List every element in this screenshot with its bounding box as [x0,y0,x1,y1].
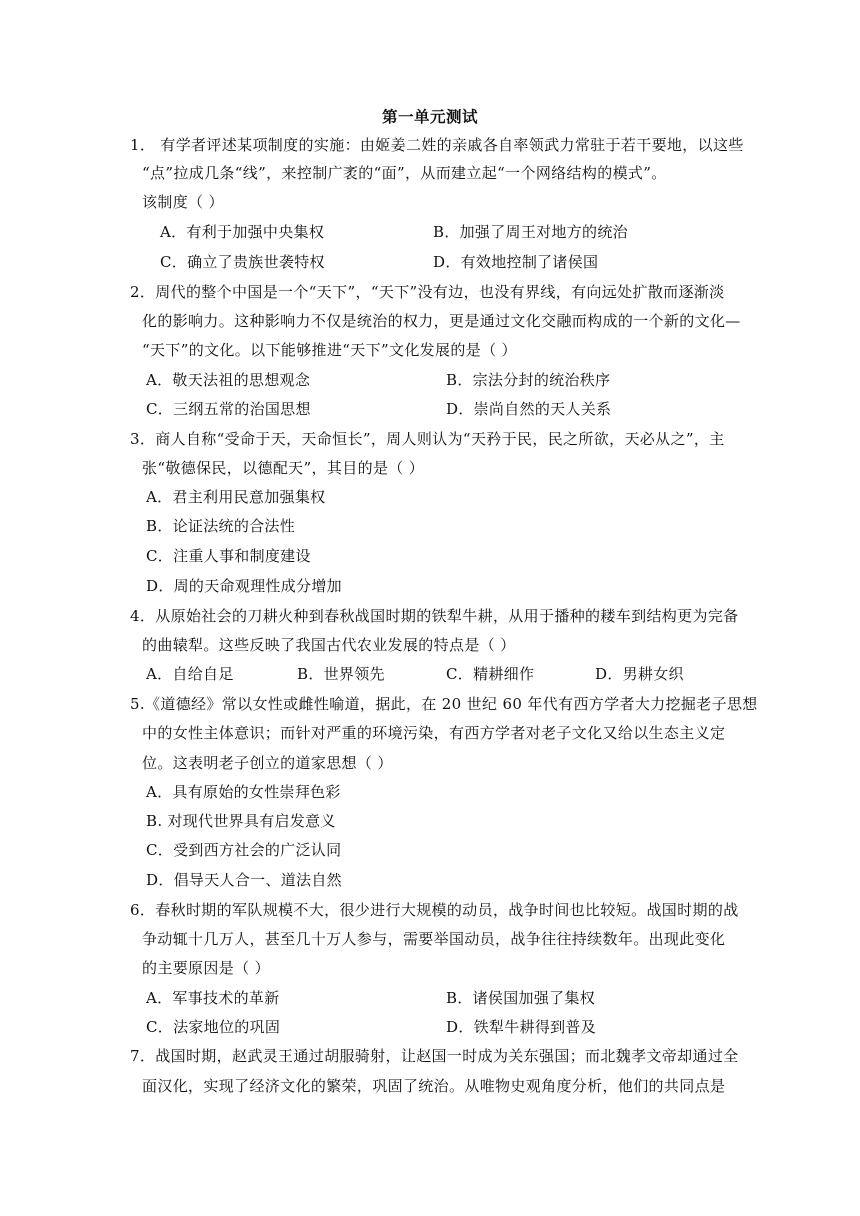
question-1-option-b: B．加强了周王对地方的统治 [433,223,628,241]
question-6-line-3: 的主要原因是（ ） [142,959,270,977]
question-1-option-a: A．有利于加强中央集权 [160,223,325,241]
question-2-option-a: A．敬天法祖的思想观念 [146,371,311,389]
question-5-option-d: D．倡导天人合一、道法自然 [146,871,342,889]
question-4-line-1: 4．从原始社会的刀耕火种到春秋战国时期的铁犁牛耕，从用于播种的耧车到结构更为完备 [130,607,739,625]
question-3-line-1: 3．商人自称“受命于天，天命恒长”，周人则认为“天矜于民，民之所欲，天必从之”，主 [130,430,725,448]
question-3-line-2: 张“敬德保民，以德配天”，其目的是（ ） [142,459,425,477]
question-4-option-a: A．自给自足 [146,665,234,683]
question-5-line-1: 5.《道德经》常以女性或雌性喻道，据此，在 20 世纪 60 年代有西方学者大力挖掘老子思想 [130,695,758,713]
question-1-option-c: C．确立了贵族世袭特权 [160,253,325,271]
question-3-option-a: A．君主利用民意加强集权 [146,488,326,506]
question-6-option-a: A．军事技术的革新 [146,989,280,1007]
question-6-line-2: 争动辄十几万人，甚至几十万人参与，需要举国动员，战争往往持续数年。出现此变化 [142,930,726,948]
question-5-option-c: C．受到西方社会的广泛认同 [146,841,342,859]
question-3-option-b: B．论证法统的合法性 [146,517,296,535]
question-1-option-d: D．有效地控制了诸侯国 [433,253,599,271]
question-3-option-c: C．注重人事和制度建设 [146,547,311,565]
question-2-option-b: B．宗法分封的统治秩序 [446,371,611,389]
question-2-line-2: 化的影响力。这种影响力不仅是统治的权力，更是通过文化交融而构成的一个新的文化— [142,312,741,330]
question-6-option-b: B．诸侯国加强了集权 [446,989,596,1007]
question-5-option-b: B. 对现代世界具有启发意义 [146,812,336,830]
question-7-line-1: 7．战国时期，赵武灵王通过胡服骑射，让赵国一时成为关东强国；而北魏孝文帝却通过全 [130,1047,739,1065]
question-3-option-d: D．周的天命观理性成分增加 [146,577,342,595]
question-4-option-d: D．男耕女织 [595,665,684,683]
question-5-line-2: 中的女性主体意识；而针对严重的环境污染，有西方学者对老子文化又给以生态主义定 [142,724,726,742]
question-5-line-3: 位。这表明老子创立的道家思想（ ） [142,754,393,772]
question-6-option-c: C．法家地位的巩固 [146,1018,281,1036]
question-4-option-b: B．世界领先 [297,665,385,683]
question-4-line-2: 的曲辕犁。这些反映了我国古代农业发展的特点是（ ） [142,636,516,654]
question-5-option-a: A．具有原始的女性崇拜色彩 [146,783,341,801]
question-7-line-2: 面汉化，实现了经济文化的繁荣，巩固了统治。从唯物史观角度分析，他们的共同点是 [142,1077,726,1095]
question-1-line-1: 1． 有学者评述某项制度的实施：由姬姜二姓的亲戚各自率领武力常驻于若干要地，以这些 [130,136,744,154]
question-2-option-d: D．崇尚自然的天人关系 [446,400,612,418]
question-6-option-d: D．铁犁牛耕得到普及 [446,1018,597,1036]
question-6-line-1: 6．春秋时期的军队规模不大，很少进行大规模的动员，战争时间也比较短。战国时期的战 [130,901,739,919]
page-title: 第一单元测试 [381,107,478,126]
question-1-line-3: 该制度（ ） [142,193,224,211]
question-1-line-2: “点”拉成几条“线”，来控制广袤的“面”，从而建立起“一个网络结构的模式”。 [142,164,667,182]
question-4-option-c: C．精耕细作 [446,665,535,683]
question-2-line-3: “天下”的文化。以下能够推进“天下”文化发展的是（ ） [142,341,517,359]
question-2-line-1: 2．周代的整个中国是一个“天下”，“天下”没有边，也没有界线，有向远处扩散而逐渐淡 [130,283,725,301]
question-2-option-c: C．三纲五常的治国思想 [146,400,311,418]
